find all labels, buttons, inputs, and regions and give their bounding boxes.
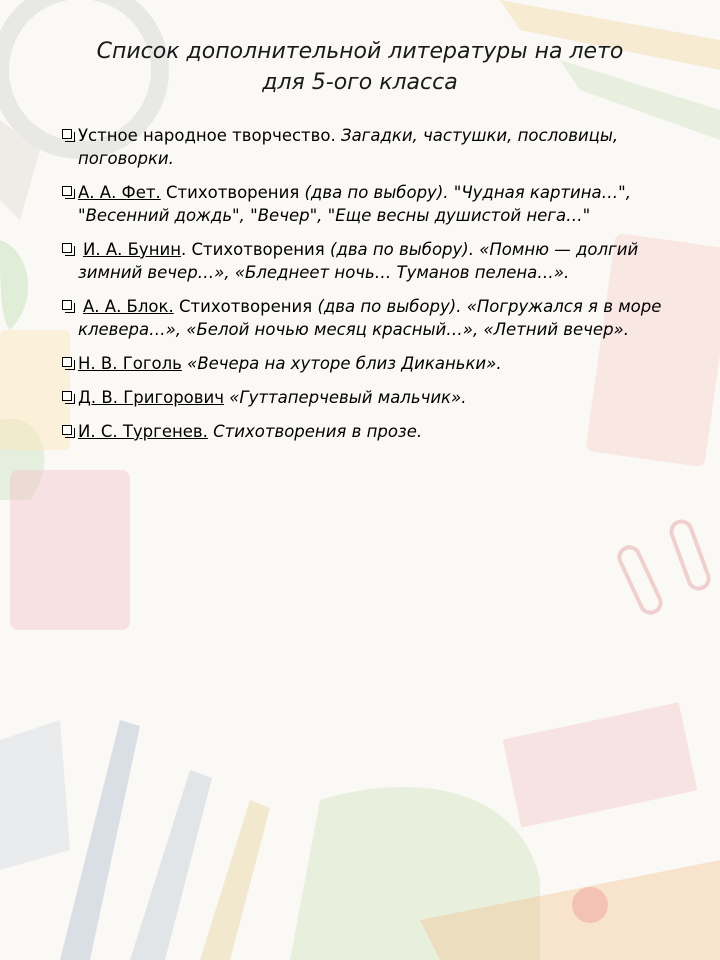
item-works: (два по выбору). «Помню — долгий зимний вечер…», «Бледнеет ночь… Туманов пелена…». — [78, 240, 639, 282]
checkbox-bullet-icon — [62, 186, 72, 196]
list-item — [62, 181, 662, 227]
checkbox-bullet-icon — [62, 300, 72, 310]
item-author: И. С. Тургенев. — [78, 422, 208, 441]
item-author-suffix: . — [181, 240, 187, 259]
checkbox-bullet-icon — [62, 391, 72, 401]
page-title — [40, 36, 680, 98]
item-works: «Вечера на хуторе близ Диканьки». — [187, 354, 502, 373]
checkbox-bullet-icon — [62, 243, 72, 253]
list-item — [62, 124, 662, 170]
checkbox-bullet-icon — [62, 425, 72, 435]
item-author: Н. В. Гоголь — [78, 354, 182, 373]
checkbox-bullet-icon — [62, 357, 72, 367]
list-item — [62, 295, 662, 341]
item-author: И. А. Бунин — [83, 240, 181, 259]
item-lead: Стихотворения — [178, 297, 313, 316]
item-lead: Стихотворения — [191, 240, 325, 259]
item-works: Стихотворения в прозе. — [213, 422, 423, 441]
list-item — [62, 352, 662, 375]
item-lead: Стихотворения — [166, 183, 300, 202]
list-item — [62, 386, 662, 409]
item-works: (два по выбору). "Чудная картина…", "Весенний дождь", "Вечер", "Еще весны душистой нега…" — [78, 183, 632, 225]
list-item — [62, 238, 662, 284]
title-line-2: для 5-ого класса — [262, 70, 458, 95]
item-author: Д. В. Григорович — [78, 388, 224, 407]
item-author: А. А. Фет. — [78, 183, 161, 202]
item-works: «Гуттаперчевый мальчик». — [229, 388, 467, 407]
item-works: Загадки, частушки, пословицы, поговорки. — [78, 126, 619, 168]
literature-list — [62, 124, 662, 454]
list-item — [62, 420, 662, 443]
title-line-1: Список дополнительной литературы на лето — [96, 39, 624, 64]
checkbox-bullet-icon — [62, 129, 72, 139]
item-lead: Устное народное творчество. — [78, 126, 336, 145]
item-works: (два по выбору). «Погружался я в море клевера…», «Белой ночью месяц красный…», «Летний вечер». — [78, 297, 662, 339]
item-author: А. А. Блок. — [83, 297, 174, 316]
